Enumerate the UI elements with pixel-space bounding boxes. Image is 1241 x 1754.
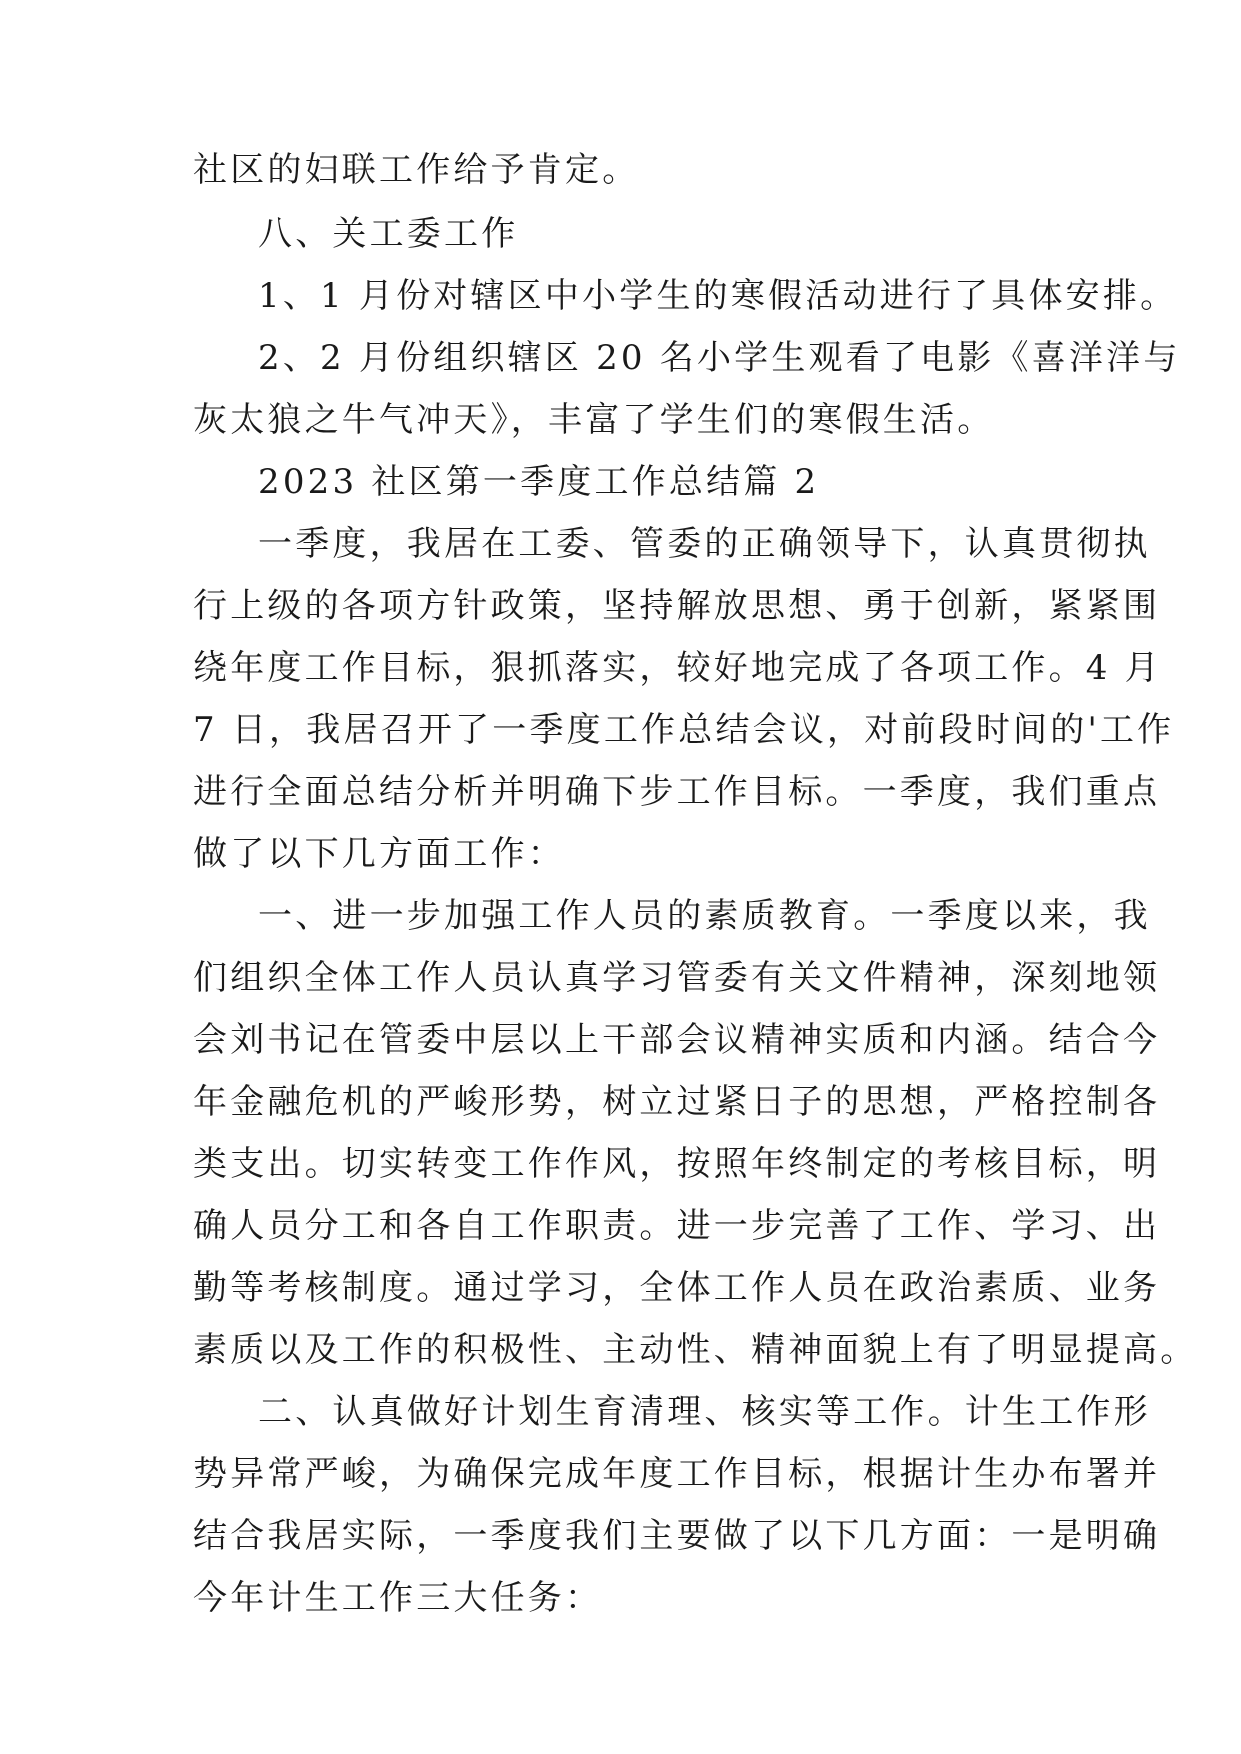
text-line: 勤等考核制度。通过学习，全体工作人员在政治素质、业务 [193,1268,1161,1308]
text-line: 年金融危机的严峻形势，树立过紧日子的思想，严格控制各 [193,1082,1161,1122]
text-line: 一、进一步加强工作人员的素质教育。一季度以来，我 [258,896,1151,936]
text-line: 会刘书记在管委中层以上干部会议精神实质和内涵。结合今 [193,1020,1161,1060]
text-line: 一季度，我居在工委、管委的正确领导下，认真贯彻执 [258,524,1151,564]
text-line: 素质以及工作的积极性、主动性、精神面貌上有了明显提高。 [193,1330,1198,1370]
text-line: 灰太狼之牛气冲天》，丰富了学生们的寒假生活。 [193,400,995,440]
text-line: 行上级的各项方针政策，坚持解放思想、勇于创新，紧紧围 [193,586,1161,626]
text-line: 今年计生工作三大任务： [193,1578,603,1618]
text-line: 社区的妇联工作给予肯定。 [193,150,640,190]
text-line: 7 日，我居召开了一季度工作总结会议，对前段时间的'工作 [193,710,1175,750]
text-line: 绕年度工作目标，狠抓落实，较好地完成了各项工作。4 月 [193,648,1162,688]
text-line: 做了以下几方面工作： [193,834,565,874]
text-line: 类支出。切实转变工作作风，按照年终制定的考核目标，明 [193,1144,1161,1184]
text-line: 进行全面总结分析并明确下步工作目标。一季度，我们重点 [193,772,1161,812]
text-line: 1、1 月份对辖区中小学生的寒假活动进行了具体安排。 [258,276,1178,316]
text-line: 结合我居实际，一季度我们主要做了以下几方面：一是明确 [193,1516,1161,1556]
section-heading: 八、关工委工作 [258,214,519,254]
article-title: 2023 社区第一季度工作总结篇 2 [258,462,820,502]
text-line: 确人员分工和各自工作职责。进一步完善了工作、学习、出 [193,1206,1161,1246]
text-line: 2、2 月份组织辖区 20 名小学生观看了电影《喜洋洋与 [258,338,1181,378]
text-line: 势异常严峻，为确保完成年度工作目标，根据计生办布署并 [193,1454,1161,1494]
text-line: 们组织全体工作人员认真学习管委有关文件精神，深刻地领 [193,958,1161,998]
text-line: 二、认真做好计划生育清理、核实等工作。计生工作形 [258,1392,1151,1432]
